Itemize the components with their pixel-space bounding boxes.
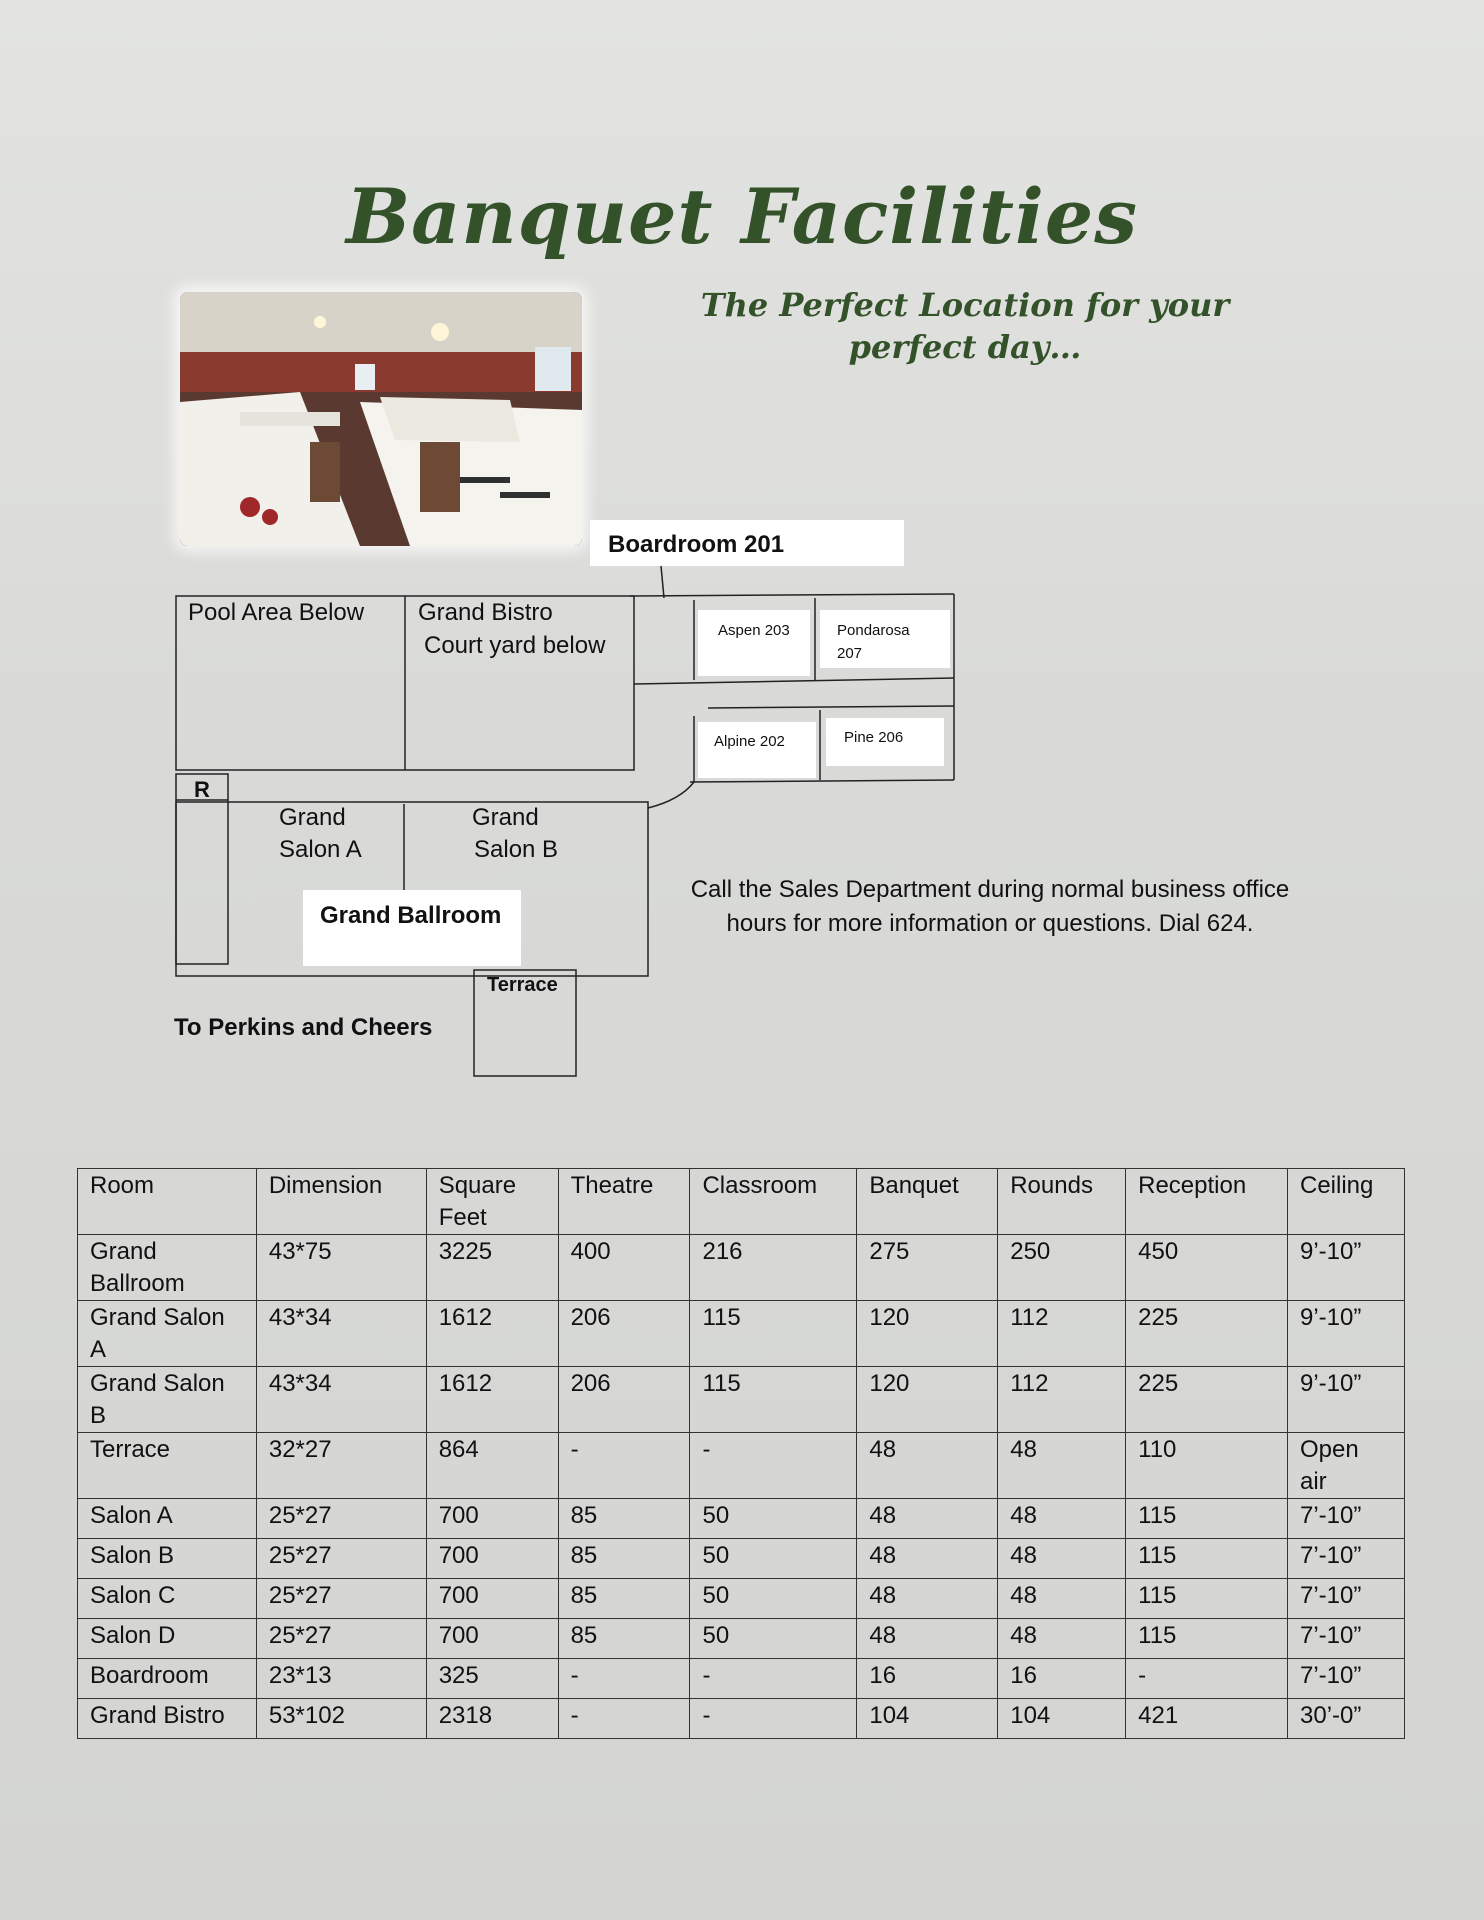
table-cell: - [558, 1659, 690, 1699]
table-cell: 7’-10” [1288, 1539, 1405, 1579]
table-cell: 700 [426, 1539, 558, 1579]
table-cell: 112 [998, 1301, 1126, 1367]
table-cell: 421 [1126, 1699, 1288, 1739]
table-cell: 225 [1126, 1367, 1288, 1433]
r-label: R [194, 777, 210, 802]
table-row [78, 1699, 1405, 1739]
table-cell: 7’-10” [1288, 1499, 1405, 1539]
table-cell: Terrace [78, 1433, 257, 1499]
table-cell: - [690, 1433, 857, 1499]
table-cell: 50 [690, 1619, 857, 1659]
table-cell: 50 [690, 1579, 857, 1619]
table-cell: 115 [690, 1301, 857, 1367]
table-cell: 50 [690, 1539, 857, 1579]
table-cell: 115 [1126, 1579, 1288, 1619]
table-cell: Grand Salon A [78, 1301, 257, 1367]
table-cell: 112 [998, 1367, 1126, 1433]
grand-bistro-label: Grand Bistro [418, 599, 553, 626]
table-cell: 450 [1126, 1235, 1288, 1301]
table-cell: 85 [558, 1579, 690, 1619]
header-reception: Reception [1126, 1169, 1288, 1235]
table-cell: 48 [998, 1539, 1126, 1579]
table-cell: 48 [998, 1433, 1126, 1499]
table-cell: 700 [426, 1579, 558, 1619]
table-cell: 325 [426, 1659, 558, 1699]
table-cell: 25*27 [256, 1579, 426, 1619]
table-cell: 48 [857, 1499, 998, 1539]
table-row [78, 1499, 1405, 1539]
table-row [78, 1367, 1405, 1433]
room-capacity-table [77, 1168, 1405, 1739]
table-cell: 206 [558, 1367, 690, 1433]
salon-a-label-2: Salon A [279, 836, 362, 863]
table-cell: 115 [1126, 1619, 1288, 1659]
table-cell: 25*27 [256, 1499, 426, 1539]
courtyard-label: Court yard below [424, 632, 606, 659]
table-cell: 700 [426, 1499, 558, 1539]
table-cell: 48 [857, 1619, 998, 1659]
table-cell: 250 [998, 1235, 1126, 1301]
table-cell: 110 [1126, 1433, 1288, 1499]
table-cell: Grand Ballroom [78, 1235, 257, 1301]
table-cell: 25*27 [256, 1539, 426, 1579]
table-cell: 225 [1126, 1301, 1288, 1367]
grand-ballroom-label: Grand Ballroom [320, 902, 502, 929]
table-cell: 23*13 [256, 1659, 426, 1699]
table-cell: - [558, 1433, 690, 1499]
table-cell: 9’-10” [1288, 1235, 1405, 1301]
table-cell: 48 [857, 1579, 998, 1619]
table-cell: 2318 [426, 1699, 558, 1739]
alpine-label: Alpine 202 [714, 733, 785, 750]
header-room: Room [78, 1169, 257, 1235]
table-cell: - [558, 1699, 690, 1739]
table-row [78, 1539, 1405, 1579]
table-cell: 115 [1126, 1499, 1288, 1539]
table-row [78, 1619, 1405, 1659]
table-cell: 7’-10” [1288, 1579, 1405, 1619]
header-banquet: Banquet [857, 1169, 998, 1235]
table-cell: - [690, 1699, 857, 1739]
table-cell: 53*102 [256, 1699, 426, 1739]
boardroom-label: Boardroom 201 [608, 531, 785, 558]
table-row [78, 1579, 1405, 1619]
pine-label: Pine 206 [844, 729, 904, 746]
table-cell: 30’-0” [1288, 1699, 1405, 1739]
page-subtitle: The Perfect Location for your perfect day… [700, 286, 1230, 366]
table-cell: 43*75 [256, 1235, 426, 1301]
table-cell: 85 [558, 1619, 690, 1659]
table-cell: 50 [690, 1499, 857, 1539]
contact-line-2: hours for more information or questions. Dial 624. [726, 910, 1254, 937]
table-cell: 16 [998, 1659, 1126, 1699]
table-cell: 9’-10” [1288, 1301, 1405, 1367]
table-cell: 400 [558, 1235, 690, 1301]
terrace-label: Terrace [487, 974, 558, 996]
table-cell: Grand Bistro [78, 1699, 257, 1739]
table-cell: 16 [857, 1659, 998, 1699]
table-cell: - [1126, 1659, 1288, 1699]
salon-b-label-1: Grand [472, 804, 539, 831]
table-cell: 104 [998, 1699, 1126, 1739]
salon-a-label-1: Grand [279, 804, 346, 831]
header-dimension: Dimension [256, 1169, 426, 1235]
table-cell: Salon D [78, 1619, 257, 1659]
page-title: Banquet Facilities [345, 172, 1139, 261]
table-cell: 48 [857, 1539, 998, 1579]
pondarosa-number: 207 [837, 645, 863, 662]
table-cell: 1612 [426, 1367, 558, 1433]
perkins-label: To Perkins and Cheers [174, 1014, 433, 1041]
table-cell: 48 [857, 1433, 998, 1499]
table-cell: Salon B [78, 1539, 257, 1579]
table-row [78, 1301, 1405, 1367]
table-row [78, 1659, 1405, 1699]
table-cell: - [690, 1659, 857, 1699]
table-cell: 1612 [426, 1301, 558, 1367]
table-cell: 7’-10” [1288, 1619, 1405, 1659]
table-cell: 216 [690, 1235, 857, 1301]
table-cell: 115 [1126, 1539, 1288, 1579]
table-cell: 104 [857, 1699, 998, 1739]
table-cell: 206 [558, 1301, 690, 1367]
table-header-row [78, 1169, 1405, 1235]
pool-area-label: Pool Area Below [188, 599, 365, 626]
table-row [78, 1235, 1405, 1301]
table-cell: 7’-10” [1288, 1659, 1405, 1699]
table-row [78, 1433, 1405, 1499]
table-cell: Open air [1288, 1433, 1405, 1499]
header-square-feet: Square Feet [426, 1169, 558, 1235]
header-rounds: Rounds [998, 1169, 1126, 1235]
table-cell: 32*27 [256, 1433, 426, 1499]
table-cell: 275 [857, 1235, 998, 1301]
header-classroom: Classroom [690, 1169, 857, 1235]
aspen-label: Aspen 203 [718, 622, 790, 639]
table-cell: 48 [998, 1579, 1126, 1619]
table-cell: 120 [857, 1301, 998, 1367]
table-cell: 25*27 [256, 1619, 426, 1659]
table-cell: 48 [998, 1499, 1126, 1539]
table-cell: 85 [558, 1539, 690, 1579]
contact-line-1: Call the Sales Department during normal business office [690, 876, 1290, 903]
table-cell: 3225 [426, 1235, 558, 1301]
header-theatre: Theatre [558, 1169, 690, 1235]
table-cell: 864 [426, 1433, 558, 1499]
table-cell: Boardroom [78, 1659, 257, 1699]
table-cell: Grand Salon B [78, 1367, 257, 1433]
table-cell: Salon A [78, 1499, 257, 1539]
salon-b-label-2: Salon B [474, 836, 559, 863]
table-cell: 48 [998, 1619, 1126, 1659]
table-cell: 120 [857, 1367, 998, 1433]
table-cell: 85 [558, 1499, 690, 1539]
table-cell: 43*34 [256, 1367, 426, 1433]
table-cell: 9’-10” [1288, 1367, 1405, 1433]
pondarosa-label: Pondarosa [837, 622, 910, 639]
table-cell: 700 [426, 1619, 558, 1659]
table-cell: 115 [690, 1367, 857, 1433]
header-ceiling: Ceiling [1288, 1169, 1405, 1235]
table-cell: Salon C [78, 1579, 257, 1619]
table-cell: 43*34 [256, 1301, 426, 1367]
